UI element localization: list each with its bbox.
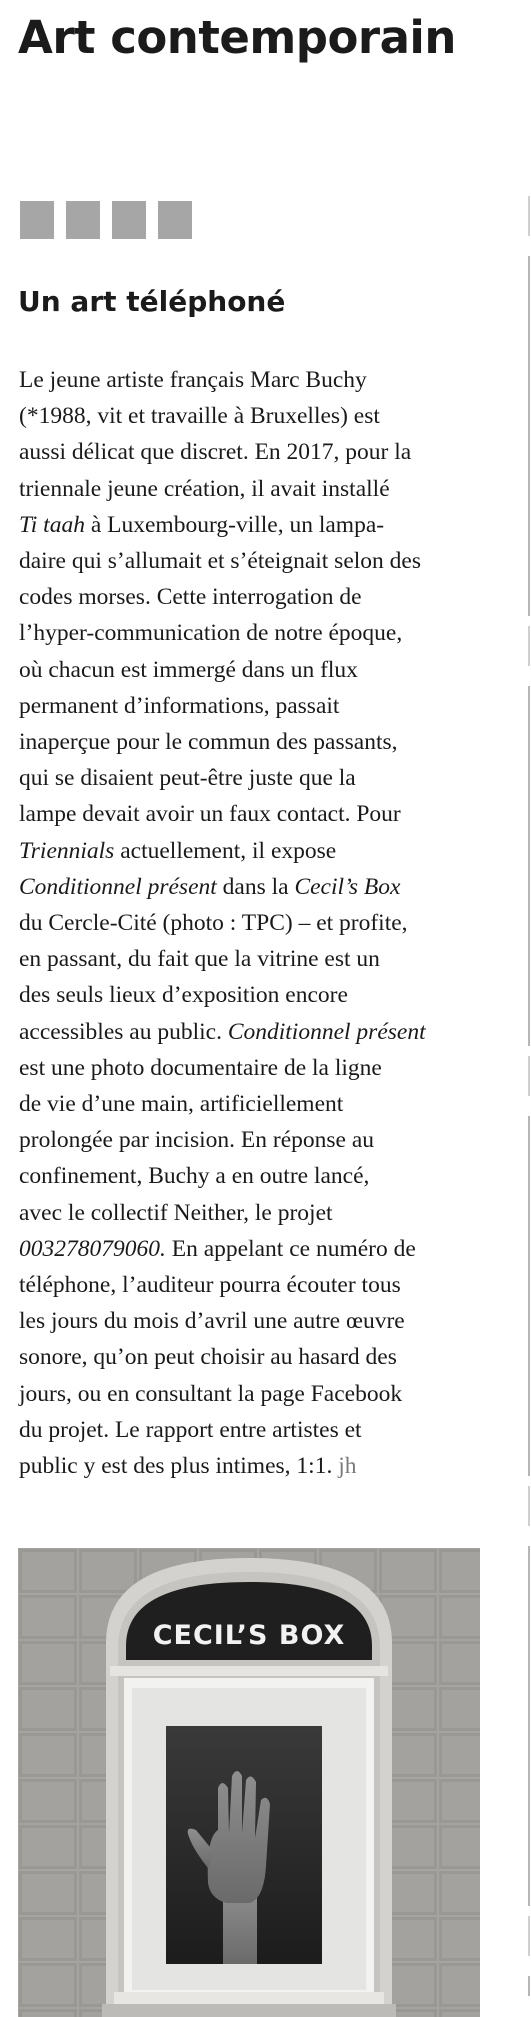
text-segment: du Cercle-Cité (photo : TPC) – et profite, [19,910,408,937]
article-line [19,869,489,905]
italic-title: Conditionnel présent [19,873,217,900]
text-segment: qui se disaient peut-être juste que la [19,765,356,792]
article-line [19,615,489,651]
text-segment: en passant, du fait que la vitrine est un [19,946,380,973]
article-line [19,434,489,470]
article-line [19,1339,489,1375]
italic-title: Ti taah [19,511,85,538]
article-line [19,1158,489,1194]
text-segment: lampe devait avoir un faux contact. Pour [19,801,401,828]
article-line [19,507,489,543]
text-segment: l’hyper-communication de notre époque, [19,620,403,647]
text-segment: à Luxembourg-ville, un lampa- [84,511,385,538]
text-segment: avec le collectif Neither, le projet [19,1199,333,1226]
article-line [19,652,489,688]
text-segment: où chacun est immergé dans un flux [19,656,358,683]
text-segment: prolongée par incision. En réponse au [19,1127,375,1154]
column-rule [528,196,530,1996]
article-line [19,1014,489,1050]
article-line [19,1412,489,1448]
article-line [19,688,489,724]
article-line [19,1448,489,1484]
article-line [19,724,489,760]
text-segment: public y est des plus intimes, 1:1. [19,1453,339,1480]
article-line [19,362,489,398]
article-body [19,362,489,1484]
marker-square [112,201,146,239]
text-segment: les jours du mois d’avril une autre œuvre [19,1308,405,1335]
text-segment: jours, ou en consultant la page Facebook [19,1380,403,1407]
article-line [19,941,489,977]
text-segment: dans la [216,873,295,900]
italic-title: Cecil’s Box [294,873,401,900]
marker-square [20,201,54,239]
article-line [19,1122,489,1158]
text-segment: du projet. Le rapport entre artistes et [19,1416,362,1443]
article-headline: Un art téléphoné [18,285,286,318]
article-line [19,543,489,579]
text-segment: de vie d’une main, artificiellement [19,1091,344,1118]
text-segment: permanent d’informations, passait [19,692,340,719]
text-segment: accessibles au public. [19,1018,228,1045]
italic-title: Triennials [19,837,115,864]
text-segment: daire qui s’allumait et s’éteignait selon des [19,548,421,575]
text-segment: des seuls lieux d’exposition encore [19,982,348,1009]
text-segment: Le jeune artiste français Marc Buchy [19,367,367,393]
text-segment: téléphone, l’auditeur pourra écouter tous [19,1272,401,1299]
author-credit: jh [338,1453,357,1480]
text-segment: confinement, Buchy a en outre lancé, [19,1163,370,1190]
italic-title: Conditionnel présent [227,1018,426,1045]
text-segment: triennale jeune création, il avait installé [19,475,390,502]
article-line [19,1303,489,1339]
article-line [19,760,489,796]
marker-square [66,201,100,239]
sign-text: CECIL’S BOX [152,1620,346,1651]
text-segment: aussi délicat que discret. En 2017, pour la [19,439,412,466]
article-line [19,977,489,1013]
article-line [19,1086,489,1122]
article-line [19,1376,489,1412]
article-line [19,471,489,507]
article-line [19,579,489,615]
text-segment: codes morses. Cette interrogation de [19,584,362,611]
article-line [19,796,489,832]
text-segment: sonore, qu’on peut choisir au hasard des [19,1344,397,1371]
article-line [19,1267,489,1303]
italic-title: 003278079060. [19,1235,166,1262]
article-line [19,1050,489,1086]
article-line [19,398,489,434]
text-segment: est une photo documentaire de la ligne [19,1054,382,1081]
article-line [19,905,489,941]
text-segment: (*1988, vit et travaille à Bruxelles) est [19,403,380,430]
page-title: Art contemporain [18,11,456,64]
section-marker [20,201,192,239]
article-line [19,833,489,869]
text-segment: inaperçue pour le commun des passants, [19,729,398,756]
article-photo [18,1548,480,2017]
marker-square [158,201,192,239]
article-line [19,1195,489,1231]
photo-illustration [18,1548,480,2017]
text-segment: actuellement, il expose [114,837,337,864]
text-segment: En appelant ce numéro de [165,1235,416,1262]
article-line [19,1231,489,1267]
